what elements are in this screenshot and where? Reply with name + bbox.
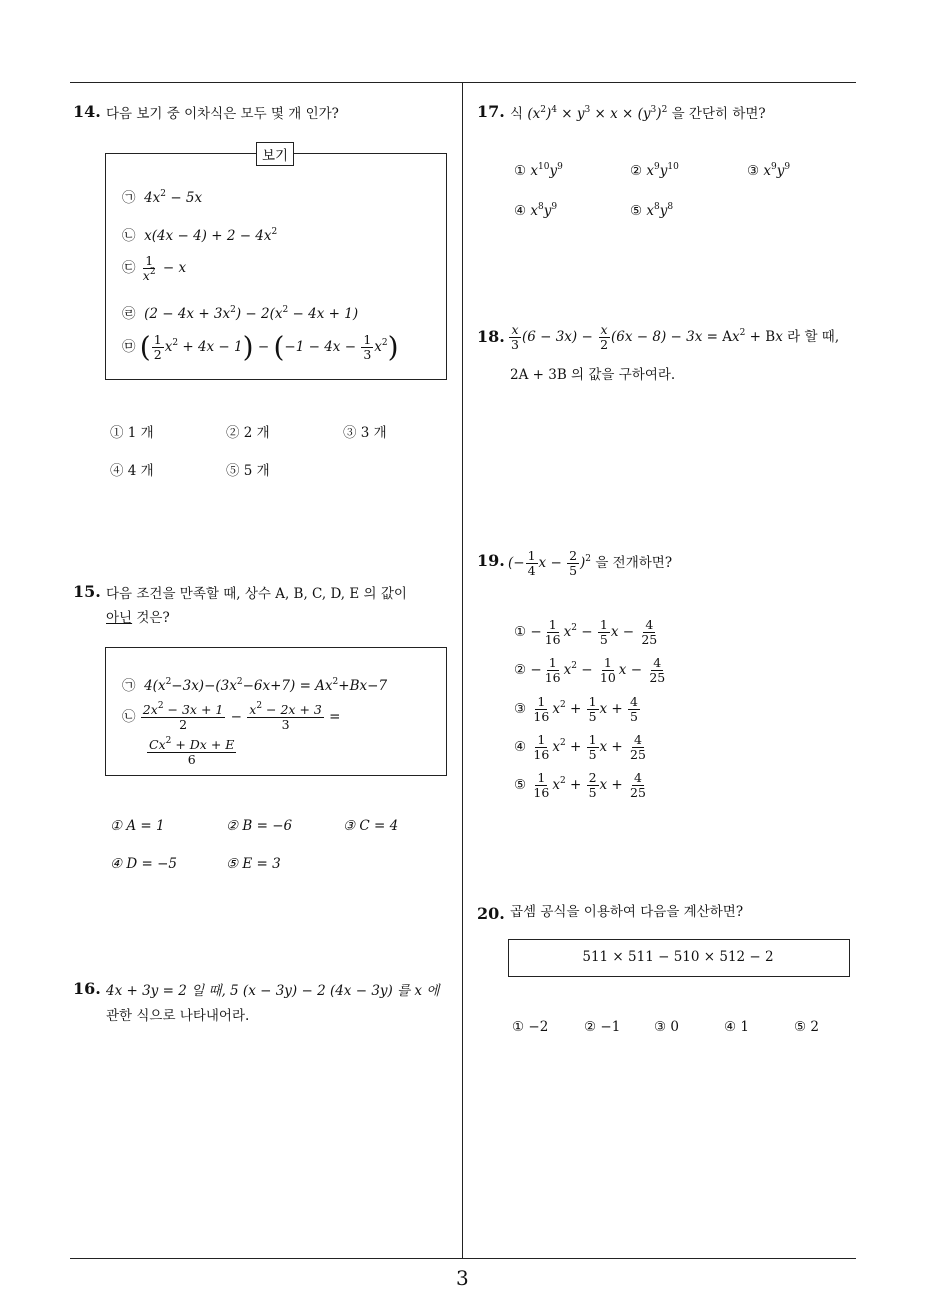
q15-item-a: ㉠ $4(x^2-3x)-(3x^2-6x+7) = Ax^2+Bx-7$ — [122, 677, 388, 694]
q14-choice-2[interactable]: ② 2 개 — [226, 425, 270, 441]
q14-choice-1[interactable]: ① 1 개 — [110, 425, 154, 441]
q19-question: (− $\frac{1}{4}$ x − $\frac{2}{5}$ )$^2$ 을 전개하면? — [508, 548, 673, 578]
q18-equation: $\frac{x}{3}$ (6 − 3x) − $\frac{x}{2}$ $(6x - 8) - 3x = Ax^2 + Bx$ 라 할 때, — [511, 322, 840, 352]
q14-choice-4[interactable]: ④ 4 개 — [110, 463, 154, 479]
q17-question: 식 $(x^2)^4 \times y^3 \times x \times (y^3)^2$ 을 간단히 하면? — [510, 105, 766, 122]
q20-choice-3[interactable]: ③ 0 — [654, 1019, 679, 1035]
q20-choice-4[interactable]: ④ 1 — [724, 1019, 749, 1035]
q19-choice-5[interactable]: ⑤ $\frac{1}{16}$ $x^2$ + $\frac{2}{5}$ x + $\frac{4}{25}$ — [514, 770, 646, 800]
q17-pre: 식 — [510, 106, 524, 122]
q17-post: 을 간단히 하면? — [671, 106, 766, 122]
bottom-rule — [70, 1258, 856, 1259]
q17-choice-1[interactable]: ① $x^{10}y^9$ — [514, 162, 563, 179]
q17-choice-4[interactable]: ④ $x^8y^9$ — [514, 202, 558, 219]
q19-choice-2[interactable]: ② − $\frac{1}{16}$ $x^2$ − $\frac{1}{10}$ x − $\frac{4}{25}$ — [514, 655, 666, 685]
q15-number: 15. — [73, 582, 101, 601]
q15-item-b: ㉡ $\frac{2x^2 - 3x + 1}{2}$ − $\frac{x^2 - 2x + 3}{3}$ = — [122, 701, 341, 732]
q20-choice-5[interactable]: ⑤ 2 — [794, 1019, 819, 1035]
q14-choice-5[interactable]: ⑤ 5 개 — [226, 463, 270, 479]
q20-choice-1[interactable]: ① −2 — [512, 1019, 549, 1035]
item-marker: ㉠ — [122, 190, 136, 206]
q15-item-b-rhs: $\frac{Cx^2 + Dx + E}{6}$ — [149, 736, 235, 767]
q14-item-c: ㉢ $\frac{1}{x^2}$ − x — [122, 253, 187, 283]
q14-item-a: ㉠ $4x^2 - 5x$ — [122, 189, 203, 206]
q15-question-line1: 다음 조건을 만족할 때, 상수 A, B, C, D, E 의 값이 — [106, 586, 407, 602]
q18-question-line2: 2A + 3B 의 값을 구하여라. — [510, 367, 676, 383]
item-marker: ㉣ — [122, 306, 136, 322]
q20-question: 곱셈 공식을 이용하여 다음을 계산하면? — [510, 904, 744, 920]
column-divider — [462, 82, 463, 1258]
item-marker: ㉤ — [122, 339, 136, 355]
top-rule — [70, 82, 856, 83]
q14-number: 14. — [73, 102, 101, 121]
item-marker: ㉡ — [122, 228, 136, 244]
q17-number: 17. — [477, 102, 505, 121]
q14-bogi-label: 보기 — [256, 142, 294, 166]
q15-choice-3[interactable]: ③ C = 4 — [343, 818, 399, 834]
q15-question-line2 — [106, 605, 170, 631]
q20-choice-2[interactable]: ② −1 — [584, 1019, 621, 1035]
q19-number: 19. — [477, 551, 505, 570]
q19-choice-3[interactable]: ③ $\frac{1}{16}$ $x^2$ + $\frac{1}{5}$ x + $\frac{4}{5}$ — [514, 694, 638, 724]
q15-choice-5[interactable]: ⑤ E = 3 — [226, 856, 281, 872]
q14-item-e: ㉤ ( $\frac{1}{2}$ $x^2 + 4x - 1) - (-1 - 4x$ − $\frac{1}{3}$ $x^2$) — [122, 330, 399, 364]
q15-choice-2[interactable]: ② B = −6 — [226, 818, 293, 834]
item-marker: ㉠ — [122, 678, 136, 694]
q16-number: 16. — [73, 979, 101, 998]
item-marker: ㉢ — [122, 260, 136, 276]
q16-question-line1: 4x + 3y = 2 일 때, 5 (x − 3y) − 2 (4x − 3y) 를 x 에 — [106, 983, 440, 999]
q14-question: 다음 보기 중 이차식은 모두 몇 개 인가? — [106, 106, 339, 122]
q20-expression: 511 × 511 − 510 × 512 − 2 — [582, 949, 774, 965]
q18-mid: 라 할 때, — [787, 329, 840, 345]
q16-question-line2: 관한 식으로 나타내어라. — [106, 1008, 250, 1024]
q19-choice-4[interactable]: ④ $\frac{1}{16}$ $x^2$ + $\frac{1}{5}$ x + $\frac{4}{25}$ — [514, 732, 646, 762]
page-number: 3 — [456, 1266, 469, 1290]
q15-question-rest: 것은? — [132, 610, 170, 626]
q17-choice-2[interactable]: ② $x^9y^{10}$ — [630, 162, 679, 179]
q17-choice-3[interactable]: ③ $x^9y^9$ — [747, 162, 791, 179]
q19-post: 을 전개하면? — [595, 555, 673, 571]
q14-choice-3[interactable]: ③ 3 개 — [343, 425, 387, 441]
q19-choice-1[interactable]: ① − $\frac{1}{16}$ $x^2$ − $\frac{1}{5}$ x − $\frac{4}{25}$ — [514, 617, 658, 647]
q15-choice-1[interactable]: ① A = 1 — [110, 818, 165, 834]
q17-choice-5[interactable]: ⑤ $x^8y^8$ — [630, 202, 674, 219]
q15-underlined-word: 아닌 — [106, 610, 133, 626]
q18-number: 18. — [477, 327, 505, 346]
q14-item-d: ㉣ $(2 - 4x + 3x^2) - 2(x^2 - 4x + 1)$ — [122, 305, 359, 322]
q15-choice-4[interactable]: ④ D = −5 — [110, 856, 178, 872]
q14-item-b: ㉡ $x(4x - 4) + 2 - 4x^2$ — [122, 227, 278, 244]
q20-number: 20. — [477, 904, 505, 923]
item-marker: ㉡ — [122, 709, 136, 725]
